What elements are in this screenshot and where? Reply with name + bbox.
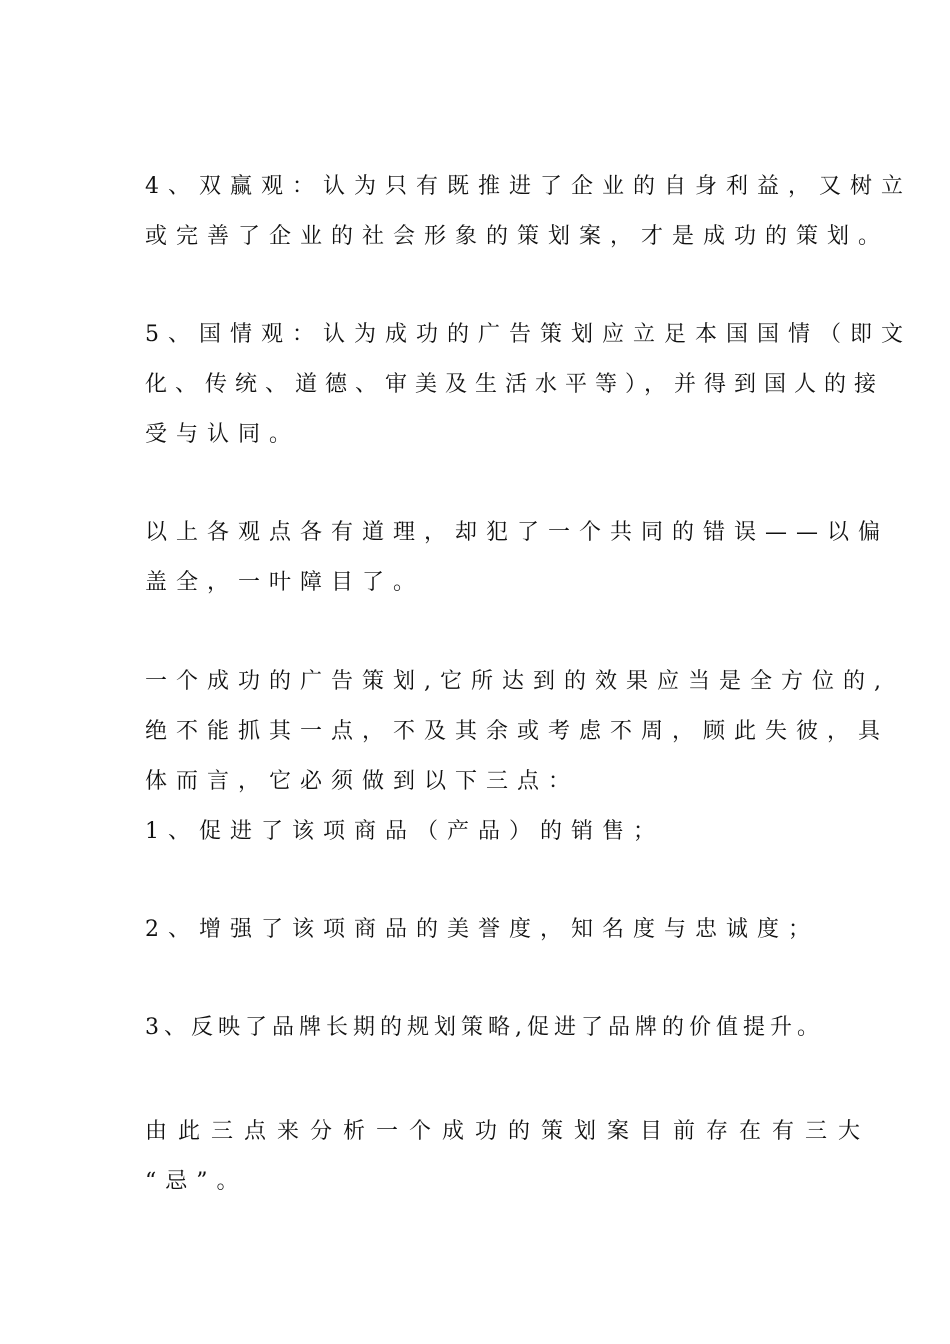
point-3: 3、反映了品牌长期的规划策略,促进了品牌的价值提升。 xyxy=(145,1015,824,1040)
paragraph-4-line-1: 4、双赢观：认为只有既推进了企业的自身利益，又树立 xyxy=(145,174,912,199)
paragraph-4-line-2: 或完善了企业的社会形象的策划案，才是成功的策划。 xyxy=(145,224,890,249)
summary-line-1: 以上各观点各有道理，却犯了一个共同的错误——以偏 xyxy=(145,520,890,545)
point-2: 2、增强了该项商品的美誉度，知名度与忠诚度； xyxy=(145,917,819,942)
paragraph-5-line-2: 化、传统、道德、审美及生活水平等），并得到国人的接 xyxy=(145,372,885,397)
intro-line-1: 一个成功的广告策划,它所达到的效果应当是全方位的, xyxy=(145,669,890,694)
summary-line-2: 盖全，一叶障目了。 xyxy=(145,570,425,595)
intro-line-3: 体而言，它必须做到以下三点： xyxy=(145,769,580,794)
closing-line-1: 由此三点来分析一个成功的策划案目前存在有三大 xyxy=(145,1119,872,1144)
point-1: 1、促进了该项商品（产品）的销售； xyxy=(145,819,664,844)
closing-line-2: “忌”。 xyxy=(145,1169,248,1194)
paragraph-5-line-1: 5、国情观：认为成功的广告策划应立足本国国情（即文 xyxy=(145,322,912,347)
paragraph-5-line-3: 受与认同。 xyxy=(145,422,301,447)
intro-line-2: 绝不能抓其一点，不及其余或考虑不周，顾此失彼，具 xyxy=(145,719,890,744)
